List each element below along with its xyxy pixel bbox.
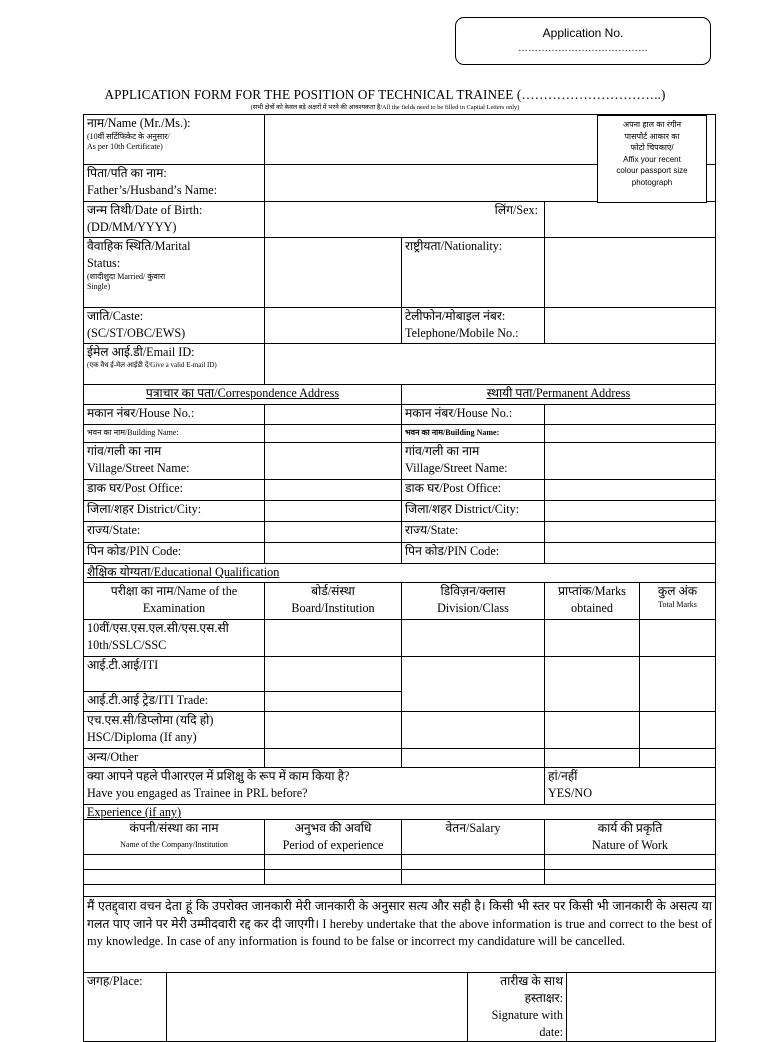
dob-label: जन्म तिथी/Date of Birth: xyxy=(87,203,203,217)
caste-label: जाति/Caste: xyxy=(87,309,144,323)
perm-district-label: जिला/शहर District/City: xyxy=(402,501,545,522)
perm-pin-input[interactable] xyxy=(545,543,716,564)
col-period-label: अनुभव की अवधि xyxy=(294,821,372,835)
corr-district-label: जिला/शहर District/City: xyxy=(84,501,265,522)
iti-trade-input[interactable] xyxy=(265,692,402,712)
photo-box[interactable] xyxy=(597,115,707,203)
place-input[interactable] xyxy=(167,973,468,1042)
col-board-label: Board/Institution xyxy=(291,601,375,615)
phone-input[interactable] xyxy=(545,308,716,344)
name-note: As per 10th Certificate) xyxy=(87,142,163,151)
photo-text-line: Affix your recent xyxy=(623,154,681,164)
col-exam-header xyxy=(84,583,265,620)
sex-input[interactable] xyxy=(545,202,716,238)
corr-house-input[interactable] xyxy=(265,405,402,425)
corr-village-label: गांव/गली का नाम xyxy=(87,444,162,458)
spacer-cell xyxy=(84,885,716,897)
correspondence-address-heading: पत्राचार का पता/Correspondence Address xyxy=(84,385,402,405)
ssc-marks-input[interactable] xyxy=(545,620,640,657)
corr-state-input[interactable] xyxy=(265,522,402,543)
experience-nature-input[interactable] xyxy=(545,855,716,870)
corr-building-label: भवन का नाम/Building Name: xyxy=(84,425,265,443)
previous-trainee-question-hi: क्या आपने पहले पीआरएल में प्रशिक्षु के रूप में काम किया है? xyxy=(87,769,350,783)
iti-marks-input[interactable] xyxy=(545,657,640,712)
address-row xyxy=(84,501,716,522)
marital-note: (शादीशुदा Married/ कुंवारा xyxy=(87,272,166,281)
perm-district-input[interactable] xyxy=(545,501,716,522)
hsc-division-input[interactable] xyxy=(402,712,545,749)
experience-company-input[interactable] xyxy=(84,855,265,870)
experience-row xyxy=(84,870,716,885)
corr-village-label-cell xyxy=(84,443,265,480)
col-company-label: कंपनी/संस्था का नाम xyxy=(129,821,219,835)
corr-building-input[interactable] xyxy=(265,425,402,443)
photo-text-line: colour passport size xyxy=(616,166,688,175)
col-salary-header: वेतन/Salary xyxy=(402,820,545,855)
email-label: ईमेल आई.डी/Email ID: xyxy=(87,345,195,359)
corr-pin-input[interactable] xyxy=(265,543,402,564)
perm-village-input[interactable] xyxy=(545,443,716,480)
education-heading-row xyxy=(84,564,716,583)
address-row xyxy=(84,480,716,501)
other-division-input[interactable] xyxy=(402,749,545,768)
marital-row xyxy=(84,238,716,308)
photo-text-line: पासपोर्ट आकार का xyxy=(624,131,680,141)
education-row xyxy=(84,712,716,749)
corr-village-label: Village/Street Name: xyxy=(87,461,190,475)
form-instructions: (सभी क्षेत्रों को केवल बड़े अक्षरों में भरने की आवश्यकता है/All the fields need to be filled in Capital Letters only) xyxy=(250,104,520,111)
experience-salary-input[interactable] xyxy=(402,855,545,870)
nationality-label: राष्ट्रीयता/Nationality: xyxy=(402,238,545,308)
marital-note: Single) xyxy=(87,282,111,291)
corr-post-label: डाक घर/Post Office: xyxy=(84,480,265,501)
father-label: Father’s/Husband’s Name: xyxy=(87,183,218,197)
father-label-cell xyxy=(84,165,265,202)
perm-village-label: Village/Street Name: xyxy=(405,461,508,475)
hsc-marks-input[interactable] xyxy=(545,712,640,749)
yes-no-label: हां/नहीं xyxy=(548,769,578,783)
ssc-board-input[interactable] xyxy=(265,620,402,657)
col-exam-label: Examination xyxy=(142,601,206,615)
exam-ssc-label: 10th/SSLC/SSC xyxy=(87,638,167,652)
exam-other-label: अन्य/Other xyxy=(84,749,265,768)
father-label: पिता/पति का नाम: xyxy=(87,166,167,180)
corr-village-input[interactable] xyxy=(265,443,402,480)
declaration-text: मैं एतद्द्वारा वचन देता हूं कि उपरोक्त जानकारी मेरी जानकारी के अनुसार सत्य और सही है। किसी भी स्तर पर किसी भी जानकारी के असत्य या गलत पाए जाने पर मेरी उम्मीदवारी रद्द कर दी जाएगी। I hereby undertake that the above information is true and correct to the best of my knowledge. In case of any information is found to be false or incorrect my candidature will be cancelled. xyxy=(84,897,716,973)
address-row xyxy=(84,543,716,564)
application-form-table xyxy=(83,114,716,1042)
photo-text-line: photograph xyxy=(631,177,673,187)
exam-iti-label: आई.टी.आई/ITI xyxy=(84,657,265,692)
col-nature-label: Nature of Work xyxy=(592,838,668,852)
previous-trainee-answer[interactable] xyxy=(545,768,716,805)
perm-house-label: मकान नंबर/House No.: xyxy=(402,405,545,425)
previous-trainee-question-en: Have you engaged as Trainee in PRL before? xyxy=(87,786,308,800)
phone-label-cell xyxy=(402,308,545,344)
dob-row xyxy=(84,202,716,238)
name-label-cell xyxy=(84,115,265,165)
experience-heading-row xyxy=(84,805,716,820)
exam-hsc-label: एच.एस.सी/डिप्लोमा (यदि हो) xyxy=(87,713,214,727)
signature-label: तारीख के साथ हस्ताक्षर: xyxy=(500,974,563,1005)
name-note: (10वीं सर्टिफिकेट के अनुसार/ xyxy=(87,132,170,141)
iti-trade-label: आई.टी.आई ट्रेड/ITI Trade: xyxy=(84,692,265,712)
col-nature-header xyxy=(545,820,716,855)
education-heading-cell xyxy=(84,564,716,583)
col-marks-label: obtained xyxy=(571,601,613,615)
experience-heading: Experience (if any) xyxy=(87,805,182,819)
col-nature-label: कार्य की प्रकृति xyxy=(597,821,663,835)
nationality-input[interactable] xyxy=(545,238,716,308)
exam-ssc-cell xyxy=(84,620,265,657)
col-period-label: Period of experience xyxy=(282,838,384,852)
perm-building-input[interactable] xyxy=(545,425,716,443)
corr-district-input[interactable] xyxy=(265,501,402,522)
col-division-header xyxy=(402,583,545,620)
corr-pin-label: पिन कोड/PIN Code: xyxy=(84,543,265,564)
education-header-row xyxy=(84,583,716,620)
form-title: APPLICATION FORM FOR THE POSITION OF TECHNICAL TRAINEE (…………………………..) xyxy=(104,87,666,102)
dob-label-cell xyxy=(84,202,265,238)
col-marks-header xyxy=(545,583,640,620)
corr-house-label: मकान नंबर/House No.: xyxy=(84,405,265,425)
perm-state-input[interactable] xyxy=(545,522,716,543)
exam-hsc-cell xyxy=(84,712,265,749)
permanent-address-heading: स्थायी पता/Permanent Address xyxy=(402,385,716,405)
spacer-row xyxy=(84,885,716,897)
col-period-header xyxy=(265,820,402,855)
declaration-row xyxy=(84,897,716,973)
previous-trainee-row xyxy=(84,768,716,805)
corr-state-label: राज्य/State: xyxy=(84,522,265,543)
email-label-cell xyxy=(84,344,265,385)
caste-input[interactable] xyxy=(265,308,402,344)
col-board-label: बोर्ड/संस्था xyxy=(311,584,355,598)
hsc-total-input[interactable] xyxy=(640,712,716,749)
education-row xyxy=(84,620,716,657)
address-heading-row xyxy=(84,385,716,405)
email-input[interactable] xyxy=(265,344,716,385)
perm-post-label: डाक घर/Post Office: xyxy=(402,480,545,501)
other-total-input[interactable] xyxy=(640,749,716,768)
experience-company-input[interactable] xyxy=(84,870,265,885)
perm-building-label: भवन का नाम/Building Name: xyxy=(402,425,545,443)
experience-salary-input[interactable] xyxy=(402,870,545,885)
col-total-label: Total Marks xyxy=(658,600,697,609)
education-row xyxy=(84,657,716,692)
signature-row xyxy=(84,973,716,1042)
other-board-input[interactable] xyxy=(265,749,402,768)
photo-text-line: अपना हाल का रंगीन xyxy=(622,120,682,129)
marital-label: वैवाहिक स्थिति/Marital xyxy=(87,239,191,253)
address-row xyxy=(84,425,716,443)
email-note: (एक वैध ई-मेल आईडी दें/Give a valid E-mail ID) xyxy=(87,361,217,369)
name-label: नाम/Name (Mr./Ms.): xyxy=(87,116,191,130)
signature-label-cell xyxy=(468,973,567,1042)
col-division-label: Division/Class xyxy=(437,601,509,615)
perm-post-input[interactable] xyxy=(545,480,716,501)
address-row xyxy=(84,443,716,480)
education-row xyxy=(84,749,716,768)
exam-hsc-label: HSC/Diploma (If any) xyxy=(87,730,197,744)
address-row xyxy=(84,405,716,425)
ssc-division-input[interactable] xyxy=(402,620,545,657)
place-label: जगह/Place: xyxy=(84,973,167,1042)
yes-no-label: YES/NO xyxy=(548,786,593,800)
perm-village-label-cell xyxy=(402,443,545,480)
dob-format: (DD/MM/YYYY) xyxy=(87,220,177,234)
exam-ssc-label: 10वीं/एस.एस.एल.सी/एस.एस.सी xyxy=(87,621,229,635)
dob-sex-cell[interactable] xyxy=(265,202,545,238)
other-marks-input[interactable] xyxy=(545,749,640,768)
experience-period-input[interactable] xyxy=(265,855,402,870)
experience-header-row xyxy=(84,820,716,855)
caste-label-cell xyxy=(84,308,265,344)
iti-board-input[interactable] xyxy=(265,657,402,692)
iti-division-input[interactable] xyxy=(402,657,545,712)
col-marks-label: प्राप्तांक/Marks xyxy=(558,584,626,598)
marital-label-cell xyxy=(84,238,265,308)
hsc-board-input[interactable] xyxy=(265,712,402,749)
col-total-header xyxy=(640,583,716,620)
experience-heading-cell xyxy=(84,805,716,820)
col-exam-label: परीक्षा का नाम/Name of the xyxy=(110,584,238,598)
education-heading: शैक्षिक योग्यता/Educational Qualification xyxy=(87,565,280,579)
caste-options: (SC/ST/OBC/EWS) xyxy=(87,326,186,340)
experience-nature-input[interactable] xyxy=(545,870,716,885)
col-company-header xyxy=(84,820,265,855)
application-number-box xyxy=(455,17,711,65)
application-number-label: Application No. xyxy=(542,26,624,40)
previous-trainee-question xyxy=(84,768,545,805)
corr-post-input[interactable] xyxy=(265,480,402,501)
perm-house-input[interactable] xyxy=(545,405,716,425)
signature-label: Signature with date: xyxy=(491,1008,563,1039)
sex-label: लिंग/Sex: xyxy=(494,203,538,217)
perm-pin-label: पिन कोड/PIN Code: xyxy=(402,543,545,564)
experience-row xyxy=(84,855,716,870)
perm-village-label: गांव/गली का नाम xyxy=(405,444,480,458)
phone-label: Telephone/Mobile No.: xyxy=(405,326,519,340)
iti-total-input[interactable] xyxy=(640,657,716,712)
email-row xyxy=(84,344,716,385)
signature-input[interactable] xyxy=(567,973,716,1042)
photo-text-line: फोटो चिपकाएं/ xyxy=(630,143,674,152)
application-number-field[interactable]: ………………………………… xyxy=(518,43,648,54)
phone-label: टेलीफोन/मोबाइल नंबर: xyxy=(405,309,506,323)
marital-input[interactable] xyxy=(265,238,402,308)
col-total-label: कुल अंक xyxy=(657,584,698,598)
caste-row xyxy=(84,308,716,344)
col-division-label: डिविज़न/क्लास xyxy=(440,584,506,598)
perm-state-label: राज्य/State: xyxy=(402,522,545,543)
experience-period-input[interactable] xyxy=(265,870,402,885)
col-board-header xyxy=(265,583,402,620)
col-company-label: Name of the Company/Institution xyxy=(120,840,228,849)
marital-label: Status: xyxy=(87,256,121,270)
ssc-total-input[interactable] xyxy=(640,620,716,657)
address-row xyxy=(84,522,716,543)
